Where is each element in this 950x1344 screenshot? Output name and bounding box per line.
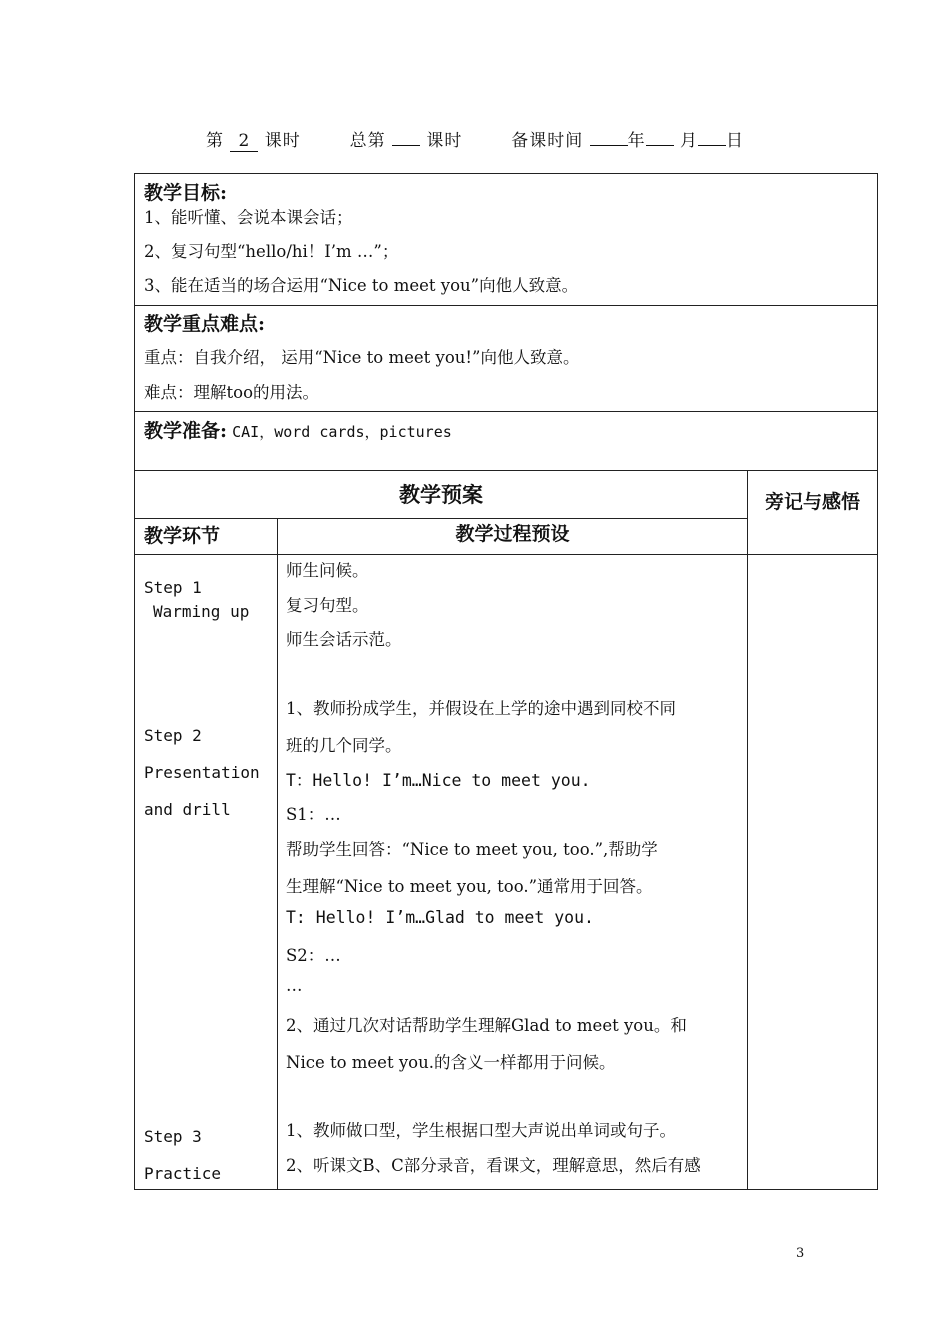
prep-time-label: 备课时间 <box>511 131 584 151</box>
process-line: 生理解“Nice to meet you, too.”通常用于回答。 <box>286 877 653 896</box>
step-2-title: Presentation <box>144 763 260 782</box>
process-line: T：Hello! I’m…Nice to meet you. <box>286 771 591 790</box>
lesson-plan-table <box>134 173 878 1190</box>
step-1-title: Warming up <box>153 602 250 621</box>
process-line: 师生问候。 <box>286 561 369 580</box>
year-blank <box>590 145 628 146</box>
preparation-value: CAI，word cards，pictures <box>232 423 452 441</box>
objective-item: 3、能在适当的场合运用“Nice to meet you”向他人致意。 <box>144 276 579 295</box>
objective-item: 2、复习句型“hello/hi！I’m …”； <box>144 242 399 261</box>
plan-title: 教学预案 <box>135 471 747 519</box>
process-line: … <box>286 976 303 995</box>
step-3-label: Step 3 <box>144 1127 202 1146</box>
year-label: 年 <box>627 131 646 151</box>
preparation-section <box>135 412 877 471</box>
total-suffix: 课时 <box>426 131 463 151</box>
day-label: 日 <box>726 131 745 151</box>
step-2-subtitle: and drill <box>144 800 231 819</box>
objectives-title: 教学目标: <box>144 182 228 204</box>
plan-body <box>135 555 877 1189</box>
process-line: 复习句型。 <box>286 596 369 615</box>
process-line: T: Hello! I’m…Glad to meet you. <box>286 908 594 927</box>
objectives-section <box>135 174 877 306</box>
process-line: 班的几个同学。 <box>286 736 402 755</box>
key-points-section <box>135 306 877 412</box>
key-points-title: 教学重点难点: <box>144 313 266 335</box>
process-line: 1、教师做口型，学生根据口型大声说出单词或句子。 <box>286 1121 676 1140</box>
key-point-item: 重点：自我介绍， 运用“Nice to meet you!”向他人致意。 <box>144 348 580 367</box>
process-line: 师生会话示范。 <box>286 630 402 649</box>
step-3-title: Practice <box>144 1164 222 1183</box>
step-2-label: Step 2 <box>144 726 202 745</box>
process-line: 2、通过几次对话帮助学生理解Glad to meet you。和 <box>286 1016 687 1035</box>
process-line: 帮助学生回答：“Nice to meet you, too.”,帮助学 <box>286 840 658 859</box>
step-3 <box>144 1118 221 1192</box>
lesson-number: 2 <box>230 131 258 152</box>
objective-item: 1、能听懂、会说本课会话； <box>144 208 353 227</box>
process-line: Nice to meet you.的含义一样都用于问候。 <box>286 1053 616 1072</box>
lesson-prefix: 第 <box>205 131 224 151</box>
process-column-header: 教学过程预设 <box>277 519 747 555</box>
key-point-item: 难点：理解too的用法。 <box>144 383 319 402</box>
side-notes-title: 旁记与感悟 <box>747 471 877 555</box>
preparation-title: 教学准备: <box>144 420 228 442</box>
lesson-header <box>0 126 950 152</box>
month-label: 月 <box>680 131 699 151</box>
plan-header-section <box>135 471 877 555</box>
process-line: 2、听课文B、C部分录音，看课文，理解意思，然后有感 <box>286 1156 701 1175</box>
lesson-suffix: 课时 <box>264 131 301 151</box>
process-line: S2：… <box>286 946 341 965</box>
step-2 <box>144 717 260 828</box>
process-line: 1、教师扮成学生，并假设在上学的途中遇到同校不同 <box>286 699 676 718</box>
stage-column-header: 教学环节 <box>144 525 221 547</box>
total-prefix: 总第 <box>349 131 386 151</box>
step-1-label: Step 1 <box>144 578 202 597</box>
month-blank <box>646 145 674 146</box>
step-1 <box>144 576 249 624</box>
total-number <box>392 145 420 146</box>
page-number: 3 <box>796 1246 805 1261</box>
day-blank <box>698 145 726 146</box>
process-column <box>277 555 747 1189</box>
process-line: S1：… <box>286 805 341 824</box>
